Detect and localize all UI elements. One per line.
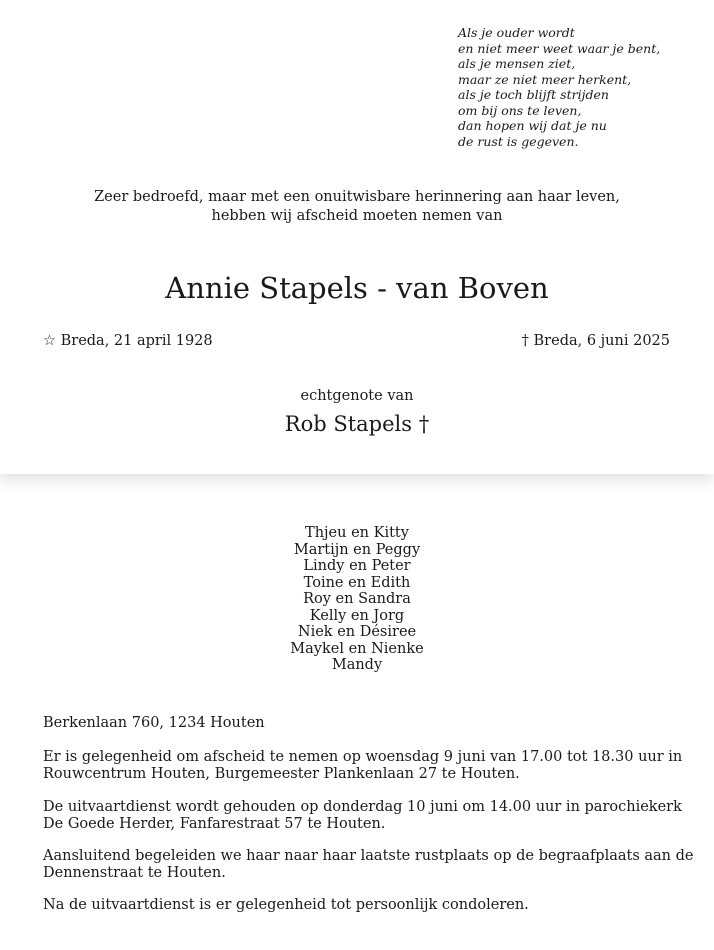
family-member: Maykel en Nienke: [290, 640, 424, 657]
burial-line: Aansluitend begeleiden we haar naar haar laatste rustplaats op de begraafplaats aan de: [43, 848, 694, 864]
family-member: Lindy en Peter: [303, 558, 411, 574]
burial-line: Dennenstraat te Houten.: [43, 865, 226, 881]
poem: [458, 25, 708, 149]
family-member: Toine en Edith: [303, 574, 411, 591]
family-member: Niek en Désiree: [297, 624, 417, 640]
address: [43, 715, 683, 732]
farewell-line: Er is gelegenheid om afscheid te nemen op woensdag 9 juni van 17.00 tot 18.30 uur in: [43, 749, 683, 765]
poem-line: om bij ons te leven,: [458, 102, 582, 118]
family-member: Mandy: [331, 657, 383, 673]
poem-line: als je mensen ziet,: [458, 56, 576, 71]
family-list: [0, 525, 714, 674]
poem-line: de rust is gegeven.: [458, 133, 579, 149]
announcement-card: [0, 0, 714, 474]
intro-line: hebben wij afscheid moeten nemen van: [211, 208, 503, 224]
intro-line: Zeer bedroefd, maar met een onuitwisbare herinnering aan haar leven,: [94, 189, 620, 205]
family-member: Martijn en Peggy: [293, 541, 421, 558]
poem-line: en niet meer weet waar je bent,: [458, 40, 661, 56]
family-member: Roy en Sandra: [303, 591, 411, 607]
spouse-name: Rob Stapels †: [284, 412, 430, 436]
service-line: De Goede Herder, Fanfarestraat 57 te Houten.: [43, 816, 386, 832]
service-line: De uitvaartdienst wordt gehouden op donderdag 10 juni om 14.00 uur in parochiekerk: [43, 799, 682, 815]
family-member: Kelly en Jorg: [309, 607, 405, 624]
farewell-info: [43, 749, 683, 783]
burial-info: [43, 848, 694, 882]
condolences-line: Na de uitvaartdienst is er gelegenheid tot persoonlijk condoleren.: [43, 897, 529, 913]
death-date: † Breda, 6 juni 2025: [521, 333, 670, 349]
poem-line: dan hopen wij dat je nu: [458, 118, 607, 133]
condolences-info: [43, 897, 683, 914]
family-member: Thjeu en Kitty: [305, 525, 409, 541]
poem-line: Als je ouder wordt: [458, 25, 575, 40]
address-line: Berkenlaan 760, 1234 Houten: [43, 715, 265, 731]
deceased-name: Annie Stapels - van Boven: [165, 271, 549, 305]
poem-line: als je toch blijft strijden: [458, 87, 609, 102]
service-info: [43, 799, 683, 833]
farewell-line: Rouwcentrum Houten, Burgemeester Plankenlaan 27 te Houten.: [43, 766, 520, 782]
spouse-label: echtgenote van: [300, 388, 414, 404]
intro-text: [0, 188, 714, 226]
poem-line: maar ze niet meer herkent,: [458, 71, 632, 87]
birth-date: ☆ Breda, 21 april 1928: [43, 333, 213, 349]
